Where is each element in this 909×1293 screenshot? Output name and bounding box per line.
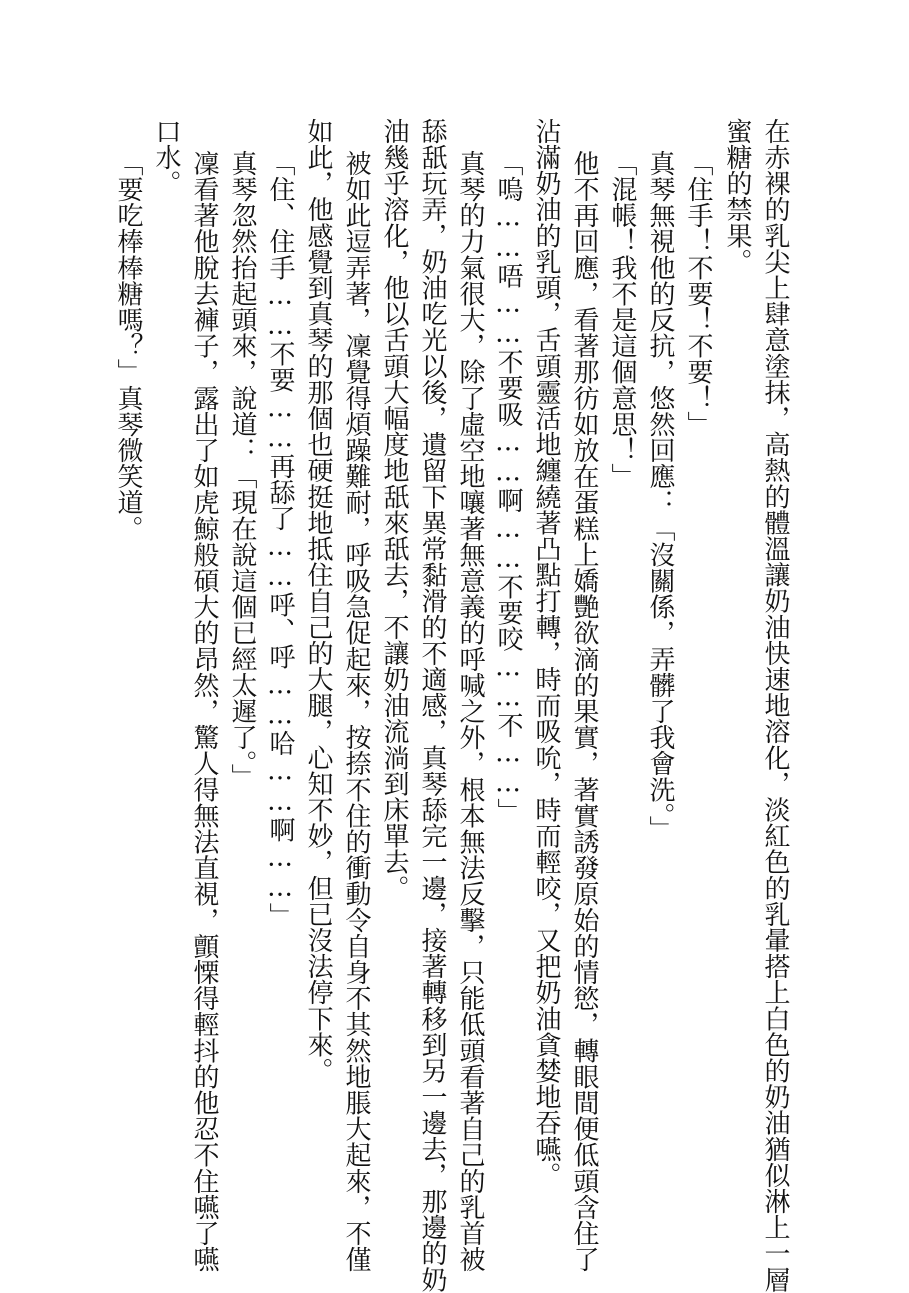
text-column: 口水。: [151, 118, 181, 197]
text-column: 油幾乎溶化，他以舌頭大幅度地舐來舐去，不讓奶油流淌到床單去。: [379, 118, 409, 901]
text-column: 真琴忽然抬起頭來，說道：「現在說這個已經太遲了。」: [227, 150, 257, 790]
text-column: 「要吃棒棒糖嗎？」真琴微笑道。: [113, 150, 143, 542]
text-column: 蜜糖的禁果。: [722, 118, 752, 275]
text-column: 他不再回應，看著那彷如放在蛋糕上嬌艷欲滴的果實，著實誘發原始的情慾，轉眼間便低頭含住了: [569, 150, 599, 1273]
text-column: 沾滿奶油的乳頭，舌頭靈活地纏繞著凸點打轉，時而吸吮，時而輕咬，又把奶油貪婪地吞嚥。: [531, 118, 561, 1189]
text-column: 「住、住手……不要……再舔了……呼、呼……哈……啊……」: [265, 150, 295, 929]
text-column: 「住手！不要！不要！」: [683, 150, 713, 438]
text-column: 如此，他感覺到真琴的那個也硬挺地抵住自己的大腿，心知不妙，但已沒法停下來。: [303, 118, 333, 1084]
text-column: 被如此逗弄著，凜覺得煩躁難耐，呼吸急促起來，按捺不住的衝動令自身不其然地脹大起來，不僅: [341, 150, 371, 1273]
text-column: 舔舐玩弄，奶油吃光以後，遺留下異常黏滑的不適感，真琴舔完一邊，接著轉移到另一邊去，那邊的奶: [417, 118, 447, 1293]
text-column: 真琴無視他的反抗，悠然回應：「沒關係，弄髒了我會洗。」: [645, 150, 675, 842]
text-column: 「嗚……唔……不要吸……啊……不要咬……不……」: [493, 150, 523, 825]
text-column: 在赤裸的乳尖上肆意塗抹，高熱的體溫讓奶油快速地溶化，淡紅色的乳暈搭上白色的奶油猶似淋上一層: [760, 118, 790, 1293]
text-column: 「混帳！我不是這個意思！」: [607, 150, 637, 490]
text-column: 凜看著他脫去褲子，露出了如虎鯨般碩大的昂然，驚人得無法直視，顫慄得輕抖的他忍不住嚥了嚥: [189, 150, 219, 1273]
text-column: 真琴的力氣很大，除了虛空地嚷著無意義的呼喊之外，根本無法反擊，只能低頭看著自己的乳首被: [455, 150, 485, 1273]
